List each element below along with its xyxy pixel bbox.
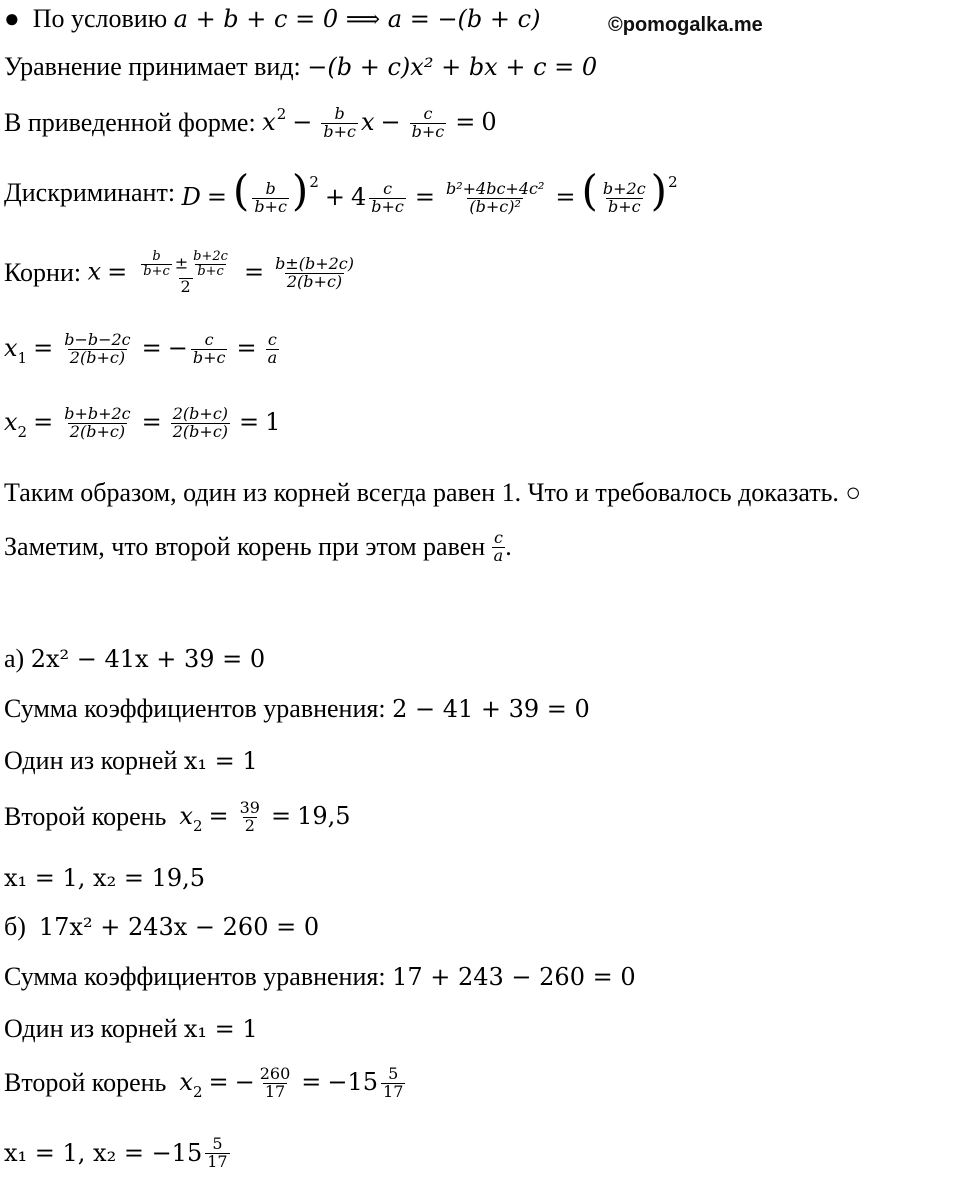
part-a-root2-text: Второй корень <box>4 802 167 832</box>
equation-text: Уравнение принимает вид: <box>4 52 301 81</box>
part-a-root2-num: 39 <box>239 798 260 817</box>
reduced-form-math: $x^2$ − $\frac{b}{b+c}$ x − $\frac{c}{b+c}$ = 0 <box>262 104 497 141</box>
part-b-answer-line <box>4 1136 233 1171</box>
part-b-root2-whole: 15 <box>347 1067 379 1096</box>
part-a-root2-math: $x_2$ = $\frac{39}{2}$ = 19,5 <box>179 798 351 835</box>
part-a-sum-line <box>4 696 590 722</box>
equation-math: −(b + c)x² + bx + c = 0 <box>307 53 598 81</box>
part-b-root1-line <box>4 1016 258 1042</box>
part-a-sum-math: 2 − 41 + 39 = 0 <box>392 695 590 723</box>
part-a-root1-text: Один из корней <box>4 746 178 775</box>
part-b-sum-math: 17 + 243 − 260 = 0 <box>392 963 636 991</box>
part-b-root2-num: 260 <box>259 1064 291 1083</box>
roots-line <box>4 250 359 296</box>
x2-derivation-line <box>4 406 280 441</box>
part-a-root2-den: 2 <box>244 815 255 835</box>
condition-line <box>4 6 540 32</box>
bullet: ● <box>4 4 20 33</box>
part-a-sum-text: Сумма коэффициентов уравнения: <box>4 694 386 723</box>
part-a-root2-line <box>4 800 351 835</box>
part-a-equation-line <box>4 646 265 672</box>
part-a-answer: x₁ = 1, x₂ = 19,5 <box>4 864 206 892</box>
part-b-label: б) <box>4 912 26 941</box>
part-b-root2-text: Второй корень <box>4 1068 167 1098</box>
part-a-answer-line <box>4 866 205 890</box>
part-b-root1-math: x₁ = 1 <box>183 1015 258 1043</box>
part-b-sum-line <box>4 964 636 990</box>
condition-math: a + b + c = 0 ⟹ a = −(b + c) <box>173 5 541 33</box>
part-b-equation-line <box>4 914 319 940</box>
part-b-root2-fnum: 5 <box>388 1064 399 1083</box>
x2-derivation-math: $x_2$ = $\frac{b+b+2c}{2(b+c)}$ = $\frac{2(b+c)}{2(b+c)}$ = 1 <box>4 404 281 441</box>
note-fraction: $\frac{c}{a}$ <box>493 528 504 565</box>
part-b-root2-den: 17 <box>264 1081 286 1101</box>
x1-derivation-line <box>4 332 282 367</box>
part-a-root1-line <box>4 748 258 774</box>
roots-math: x = $\frac{b}{b+c}$ ± $\frac{b+2c}{b+c}$ 2 = $\frac{b\pm(b+2c)}{2(b+c)}$ <box>87 249 354 297</box>
part-a-equation: 2x² − 41x + 39 = 0 <box>30 645 266 673</box>
part-a-label: а) <box>4 644 25 673</box>
part-b-answer: x₁ = 1, x₂ = −15 <box>4 1139 203 1168</box>
discriminant-line <box>4 166 678 216</box>
part-b-answer-fden: 17 <box>207 1151 228 1171</box>
note-text: Заметим, что второй корень при этом равен <box>4 532 486 562</box>
x1-derivation-math: $x_1$ = $\frac{b-b-2c}{2(b+c)}$ = − $\frac{c}{b+c}$ = $\frac{c}{a}$ <box>4 330 278 367</box>
part-b-sum-text: Сумма коэффициентов уравнения: <box>4 962 386 991</box>
note-line: Заметим, что второй корень при этом равен $\frac{c}{a}$ . <box>4 528 512 565</box>
roots-text: Корни: <box>4 258 82 288</box>
equation-line <box>4 54 597 80</box>
part-b-equation: 17x² + 243x − 260 = 0 <box>38 913 320 941</box>
watermark: ©pomogalka.me <box>608 14 763 36</box>
discriminant-text: Дискриминант: <box>4 177 176 207</box>
part-b-answer-fraction <box>205 1136 229 1171</box>
part-b-root2-line <box>4 1066 408 1101</box>
conclusion-text: Таким образом, один из корней всегда равен 1. Что и требовалось доказать. ○ <box>4 478 862 507</box>
conclusion-line <box>4 480 861 506</box>
condition-text: По условию <box>32 4 168 33</box>
reduced-form-line <box>4 106 497 141</box>
part-b-root2-fden: 17 <box>383 1081 404 1101</box>
part-b-answer-fnum: 5 <box>212 1134 223 1153</box>
part-a-root2-value: 19,5 <box>297 801 351 830</box>
part-b-root2-math: $x_2$ = − $\frac{260}{17}$ = −15 $\frac{5}{17}$ <box>179 1064 404 1101</box>
part-b-root1-text: Один из корней <box>4 1014 178 1043</box>
reduced-form-text: В приведенной форме: <box>4 108 256 138</box>
discriminant-math: D = ( $\frac{b}{b+c}$ )$^2$+ 4 $\frac{c}{b+c}$ = $\frac{\text{b²+4bc+4c²}}{\text{(b+c)²}}$ = ( $\frac{b+2c}{b+c}$ )$^2$ <box>181 166 678 216</box>
part-a-root1-math: x₁ = 1 <box>183 747 258 775</box>
